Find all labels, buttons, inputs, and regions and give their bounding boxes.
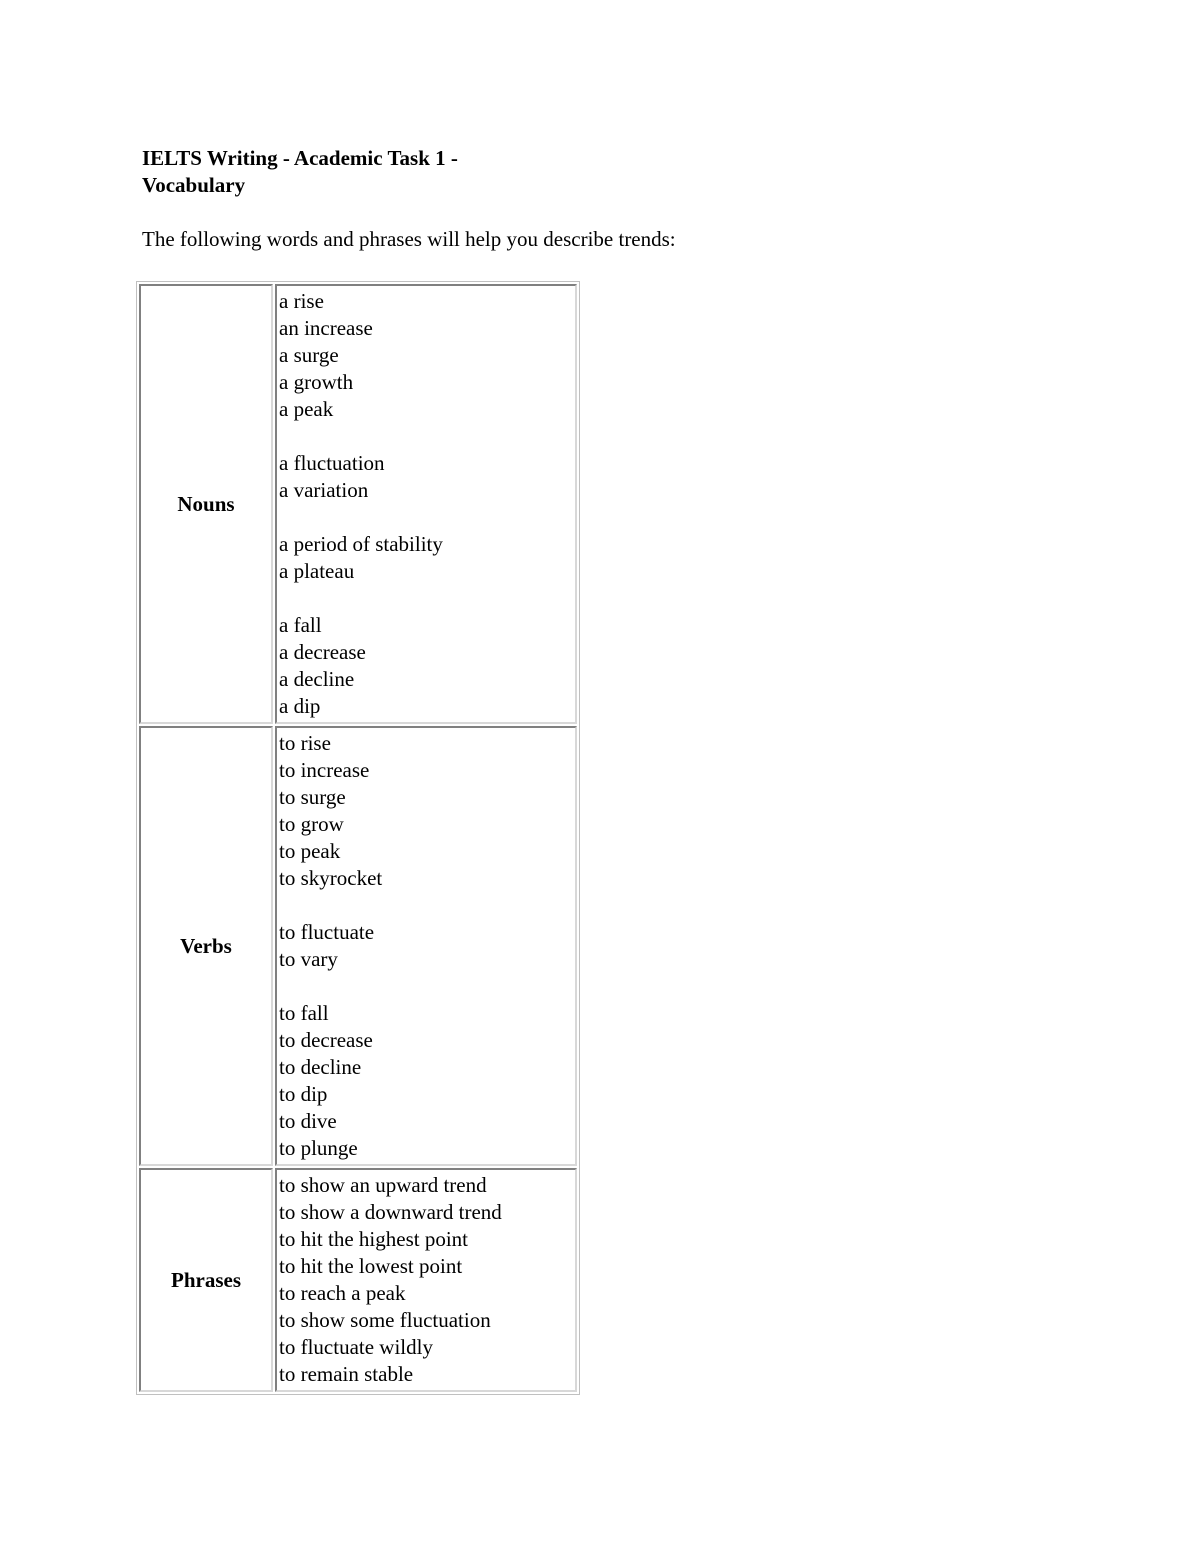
vocabulary-item: to surge — [279, 785, 346, 809]
vocabulary-item: to show a downward trend — [279, 1200, 502, 1224]
vocabulary-table — [136, 281, 580, 1395]
vocabulary-item: to fall — [279, 1001, 329, 1025]
vocabulary-item: to reach a peak — [279, 1281, 406, 1305]
vocabulary-item: a rise — [279, 289, 324, 313]
table-row-phrases — [139, 1168, 577, 1392]
table-row-nouns — [139, 284, 577, 724]
vocabulary-item: a decrease — [279, 640, 366, 664]
vocabulary-item: to increase — [279, 758, 370, 782]
vocabulary-item: to decrease — [279, 1028, 373, 1052]
vocabulary-item: a plateau — [279, 559, 355, 583]
vocabulary-item: a growth — [279, 370, 354, 394]
category-cell: Phrases — [139, 1168, 273, 1392]
vocabulary-item: to fluctuate — [279, 920, 375, 944]
vocabulary-item: to decline — [279, 1055, 362, 1079]
vocabulary-item: to hit the highest point — [279, 1227, 468, 1251]
words-cell — [275, 1168, 577, 1392]
vocabulary-item: a variation — [279, 478, 369, 502]
vocabulary-item: an increase — [279, 316, 373, 340]
vocabulary-item: to show some fluctuation — [279, 1308, 491, 1332]
vocabulary-item: a decline — [279, 667, 355, 691]
document-title: IELTS Writing - Academic Task 1 - Vocabulary — [142, 146, 458, 197]
table-row-verbs — [139, 726, 577, 1166]
vocabulary-item: a fluctuation — [279, 451, 385, 475]
vocabulary-item: to dive — [279, 1109, 337, 1133]
vocabulary-item: to show an upward trend — [279, 1173, 487, 1197]
vocabulary-item: a dip — [279, 694, 321, 718]
vocabulary-item: a period of stability — [279, 532, 443, 556]
category-cell: Verbs — [139, 726, 273, 1166]
vocabulary-table-body — [139, 284, 577, 1392]
vocabulary-item: to fluctuate wildly — [279, 1335, 433, 1359]
vocabulary-item: a peak — [279, 397, 334, 421]
vocabulary-item: to plunge — [279, 1136, 358, 1160]
vocabulary-item: to skyrocket — [279, 866, 383, 890]
words-cell — [275, 284, 577, 724]
vocabulary-item: to dip — [279, 1082, 328, 1106]
document-page — [142, 145, 1142, 1386]
vocabulary-item: to peak — [279, 839, 341, 863]
intro-paragraph: The following words and phrases will help you describe trends: — [142, 227, 676, 251]
vocabulary-item: to vary — [279, 947, 338, 971]
vocabulary-item: to grow — [279, 812, 344, 836]
category-cell: Nouns — [139, 284, 273, 724]
vocabulary-item: to hit the lowest point — [279, 1254, 463, 1278]
words-cell — [275, 726, 577, 1166]
vocabulary-item: a fall — [279, 613, 322, 637]
vocabulary-item: to remain stable — [279, 1362, 414, 1386]
vocabulary-item: to rise — [279, 731, 331, 755]
vocabulary-item: a surge — [279, 343, 339, 367]
